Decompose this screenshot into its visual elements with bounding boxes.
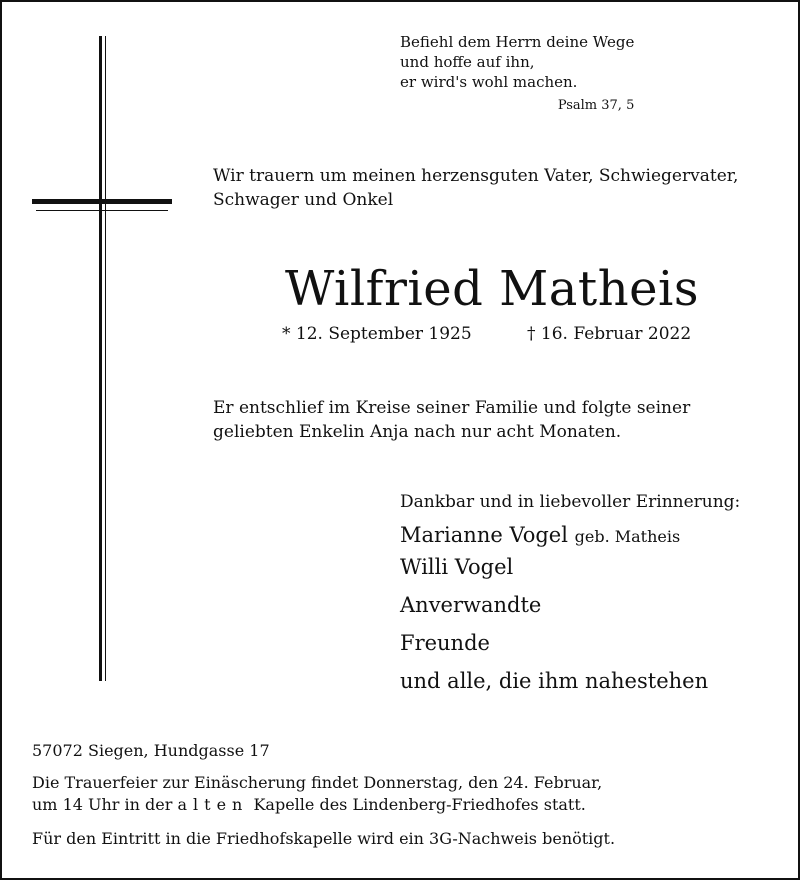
verse-reference: Psalm 37, 5 — [557, 98, 635, 113]
footer-info — [32, 740, 615, 850]
mourner-1-name: Marianne Vogel — [400, 523, 568, 547]
deceased-name: Wilfried Matheis — [284, 261, 699, 317]
mourners-lead: Dankbar und in liebevoller Erinnerung: — [400, 492, 741, 512]
service-line-2-spaced: alten — [177, 795, 249, 814]
verse-line-3: er wird's wohl machen. — [400, 73, 578, 91]
mourners-block — [400, 490, 740, 696]
intro-line-1: Wir trauern um meinen herzensguten Vater, Schwiegervater, — [213, 166, 739, 186]
message-text — [213, 396, 690, 444]
mourner-1 — [400, 520, 740, 552]
service-line-2 — [32, 794, 615, 816]
mourner-group-all: und alle, die ihm nahestehen — [400, 669, 709, 693]
service-line-2-suffix: Kapelle des Lindenberg-Friedhofes statt. — [253, 795, 586, 814]
service-line-2-prefix: um 14 Uhr in der — [32, 795, 173, 814]
message-line-1: Er entschlief im Kreise seiner Familie und folgte seiner — [213, 398, 691, 418]
death-date: † 16. Februar 2022 — [527, 324, 692, 344]
service-line-1: Die Trauerfeier zur Einäscherung findet Donnerstag, den 24. Februar, — [32, 773, 603, 792]
birth-date: * 12. September 1925 — [282, 324, 472, 344]
mourner-1-note: geb. Matheis — [574, 527, 681, 546]
covid-notice: Für den Eintritt in die Friedhofskapelle wird ein 3G-Nachweis benötigt. — [32, 829, 616, 848]
intro-text — [213, 164, 738, 212]
mourner-group-relatives: Anverwandte — [400, 593, 542, 617]
intro-line-2: Schwager und Onkel — [213, 190, 394, 210]
verse-line-2: und hoffe auf ihn, — [400, 53, 535, 71]
mourner-group-friends: Freunde — [400, 631, 490, 655]
bible-verse — [400, 32, 634, 116]
message-line-2: geliebten Enkelin Anja nach nur acht Monaten. — [213, 422, 622, 442]
address: 57072 Siegen, Hundgasse 17 — [32, 741, 270, 760]
verse-line-1: Befiehl dem Herrn deine Wege — [400, 33, 635, 51]
mourner-2: Willi Vogel — [400, 555, 514, 579]
